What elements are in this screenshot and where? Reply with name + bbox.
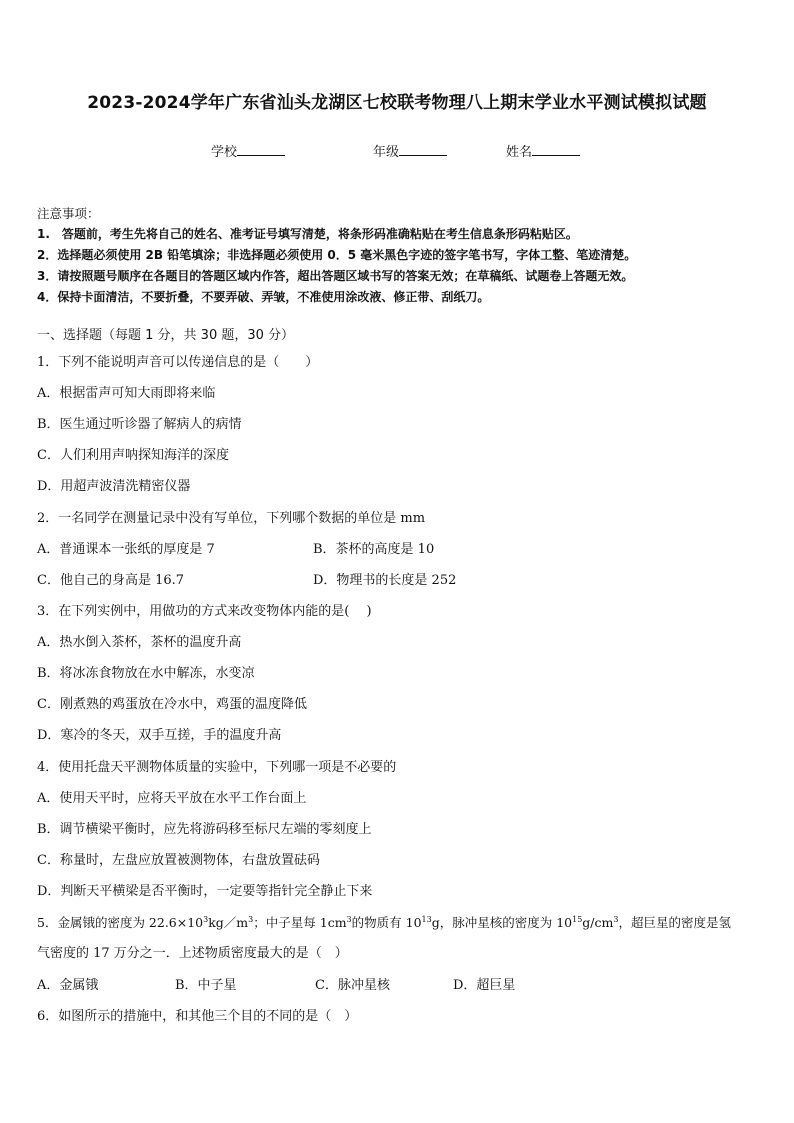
- question-5-stem-line-2: 气密度的 17 万分之一．上述物质密度最大的是（ ）: [37, 946, 348, 961]
- question-3-option-a: A．热水倒入茶杯，茶杯的温度升高: [37, 635, 242, 650]
- question-3-option-c: C．刚煮熟的鸡蛋放在冷水中，鸡蛋的温度降低: [37, 697, 307, 712]
- question-1-option-b: B．医生通过听诊器了解病人的病情: [37, 417, 242, 432]
- notes-heading: 注意事项：: [37, 206, 100, 221]
- question-2-stem: 2．一名同学在测量记录中没有写单位，下列哪个数据的单位是 mm: [37, 511, 426, 526]
- student-info-row: [0, 141, 794, 161]
- note-item: 4．保持卡面清洁，不要折叠，不要弄破、弄皱，不准使用涂改液、修正带、刮纸刀。: [37, 290, 490, 304]
- note-item: 1. 答题前，考生先将自己的姓名、准考证号填写清楚，将条形码准确粘贴在考生信息条形码粘贴区。: [37, 227, 578, 241]
- question-5-option-d: D．超巨星: [453, 978, 516, 993]
- question-2-option-b: B．茶杯的高度是 10: [313, 542, 435, 557]
- question-4-option-b: B．调节横梁平衡时，应先将游码移至标尺左端的零刻度上: [37, 822, 372, 837]
- q5-text: ；中子星每 1cm: [253, 915, 347, 930]
- question-3-option-d: D．寒冷的冬天，双手互搓，手的温度升高: [37, 728, 282, 743]
- question-4-option-c: C．称量时，左盘应放置被测物体，右盘放置砝码: [37, 853, 320, 868]
- question-4-option-a: A．使用天平时，应将天平放在水平工作台面上: [37, 791, 307, 806]
- q5-exponent: 3: [346, 914, 352, 924]
- q5-text: kg／m: [208, 915, 249, 930]
- q5-text: 的物质有 10: [351, 915, 422, 930]
- question-2-option-d: D．物理书的长度是 252: [313, 573, 457, 588]
- name-label: 姓名: [506, 145, 533, 160]
- question-4-stem: 4．使用托盘天平测物体质量的实验中，下列哪一项是不必要的: [37, 760, 397, 775]
- q5-exponent: 13: [421, 914, 432, 924]
- school-blank: [237, 142, 285, 156]
- question-5-stem-line-1: [37, 913, 731, 933]
- grade-blank: [399, 142, 447, 156]
- question-5-option-b: B．中子星: [175, 978, 237, 993]
- question-5-option-c: C．脉冲星核: [315, 978, 390, 993]
- notes-block: [37, 203, 767, 308]
- grade-label: 年级: [373, 145, 400, 160]
- note-item: 3．请按照题号顺序在各题目的答题区域内作答，超出答题区域书写的答案无效；在草稿纸、试题卷上答题无效。: [37, 269, 634, 283]
- q5-exponent: 3: [613, 914, 619, 924]
- question-3-stem: 3．在下列实例中，用做功的方式来改变物体内能的是( ): [37, 604, 372, 619]
- question-1-option-c: C．人们利用声呐探知海洋的深度: [37, 448, 229, 463]
- question-1-option-d: D．用超声波清洗精密仪器: [37, 479, 191, 494]
- q5-text: g/cm: [582, 915, 614, 930]
- question-1-stem: 1．下列不能说明声音可以传递信息的是（ ）: [37, 355, 319, 370]
- question-5-option-a: A．金属锇: [37, 978, 99, 993]
- school-field: [211, 141, 285, 160]
- q5-exponent: 3: [248, 914, 254, 924]
- school-label: 学校: [211, 145, 238, 160]
- exam-title: 2023-2024学年广东省汕头龙湖区七校联考物理八上期末学业水平测试模拟试题: [87, 93, 707, 113]
- q5-text: g，脉冲星核的密度为 10: [431, 915, 573, 930]
- section-title: 一、选择题（每题 1 分，共 30 题，30 分）: [37, 328, 295, 343]
- q5-exponent: 15: [572, 914, 583, 924]
- question-3-option-b: B．将冰冻食物放在水中解冻，水变凉: [37, 666, 255, 681]
- name-field: [506, 141, 580, 160]
- question-4-option-d: D．判断天平横梁是否平衡时，一定要等指针完全静止下来: [37, 884, 373, 899]
- q5-text: 5．金属锇的密度为 22.6×10: [37, 915, 204, 930]
- question-2-option-c: C．他自己的身高是 16.7: [37, 573, 185, 588]
- note-item: 2．选择题必须使用 2B 铅笔填涂；非选择题必须使用 0．5 毫米黑色字迹的签字笔书写，字体工整、笔迹清楚。: [37, 248, 637, 262]
- q5-text: ，超巨星的密度是氢: [618, 915, 731, 930]
- grade-field: [373, 141, 447, 160]
- question-6-stem: 6．如图所示的措施中，和其他三个目的不同的是（ ）: [37, 1009, 358, 1024]
- q5-exponent: 3: [203, 914, 209, 924]
- question-2-option-a: A．普通课本一张纸的厚度是 7: [37, 542, 215, 557]
- question-1-option-a: A．根据雷声可知大雨即将来临: [37, 386, 216, 401]
- name-blank: [532, 142, 580, 156]
